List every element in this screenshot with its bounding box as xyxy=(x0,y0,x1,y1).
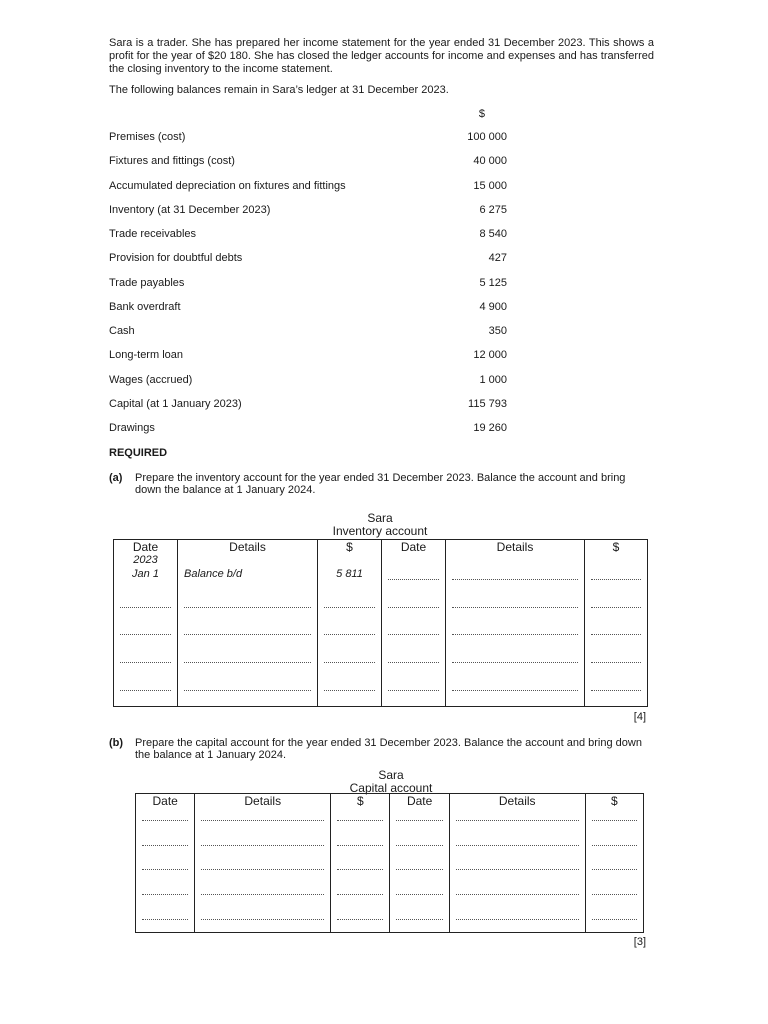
cap-answer-blank[interactable] xyxy=(337,811,383,821)
cap-answer-blank[interactable] xyxy=(201,836,324,846)
question-a-marks: [4] xyxy=(633,711,646,723)
balance-row xyxy=(109,324,507,348)
cap-answer-blank[interactable] xyxy=(592,885,637,895)
balance-label: Provision for doubtful debts xyxy=(109,252,243,265)
cap-answer-blank[interactable] xyxy=(592,836,637,846)
cap-answer-blank[interactable] xyxy=(396,910,442,920)
balance-label: Trade payables xyxy=(109,276,185,289)
inv-answer-blank[interactable] xyxy=(591,625,641,635)
balance-row xyxy=(109,397,507,421)
currency-header: $ xyxy=(478,108,485,120)
cap-answer-blank[interactable] xyxy=(456,885,579,895)
cap-answer-blank[interactable] xyxy=(456,910,579,920)
balance-label: Capital (at 1 January 2023) xyxy=(109,397,242,410)
cap-answer-row xyxy=(136,858,644,883)
inv-answer-blank[interactable] xyxy=(388,653,439,663)
balances-list xyxy=(109,108,507,445)
inv-blank-date[interactable] xyxy=(388,570,439,580)
capital-account-owner: Sara xyxy=(378,768,404,782)
cap-answer-blank[interactable] xyxy=(396,811,442,821)
balance-value: 5 125 xyxy=(479,276,507,289)
inv-answer-blank[interactable] xyxy=(184,653,311,663)
cap-answer-blank[interactable] xyxy=(142,811,188,821)
inv-answer-blank[interactable] xyxy=(591,681,641,691)
inv-answer-blank[interactable] xyxy=(452,625,578,635)
balance-value: 6 275 xyxy=(479,203,507,216)
inv-answer-blank[interactable] xyxy=(591,598,641,608)
inv-answer-blank[interactable] xyxy=(184,681,311,691)
cap-answer-row xyxy=(136,883,644,908)
inv-answer-blank[interactable] xyxy=(452,653,578,663)
question-b-marks: [3] xyxy=(633,936,646,948)
balance-value: 15 000 xyxy=(473,179,507,192)
balance-row xyxy=(109,276,507,300)
cap-header-details-left: Details xyxy=(195,794,331,810)
balance-value: 100 000 xyxy=(467,131,507,143)
balance-label: Inventory (at 31 December 2023) xyxy=(109,203,271,216)
balance-label: Wages (accrued) xyxy=(109,373,193,386)
inventory-account-title xyxy=(280,512,480,538)
inv-year: 2023 xyxy=(114,554,178,567)
cap-answer-blank[interactable] xyxy=(456,860,579,870)
balance-value: 8 540 xyxy=(479,228,507,240)
balance-label: Drawings xyxy=(109,422,155,434)
inv-answer-blank[interactable] xyxy=(120,625,171,635)
cap-answer-blank[interactable] xyxy=(337,860,383,870)
inv-answer-blank[interactable] xyxy=(388,681,439,691)
question-a-text: Prepare the inventory account for the year ended 31 December 2023. Balance the account and bring down the balance at 1 January 2024. xyxy=(135,472,626,496)
cap-answer-row xyxy=(136,908,644,933)
inv-header-details-right: Details xyxy=(446,540,585,555)
balance-value: 12 000 xyxy=(473,349,507,362)
balance-value: 19 260 xyxy=(473,422,507,434)
cap-answer-blank[interactable] xyxy=(201,860,324,870)
inv-header-date-left: Date xyxy=(114,540,178,555)
balance-value: 40 000 xyxy=(473,155,507,168)
inv-answer-blank[interactable] xyxy=(120,598,171,608)
balance-label: Bank overdraft xyxy=(109,300,181,313)
question-b xyxy=(109,737,654,761)
cap-answer-blank[interactable] xyxy=(201,811,324,821)
inv-entry-amount: 5 811 xyxy=(318,568,382,596)
inventory-account-name: Inventory account xyxy=(332,524,428,538)
balance-value: 115 793 xyxy=(468,397,507,410)
required-heading: REQUIRED xyxy=(109,447,168,459)
inv-answer-blank[interactable] xyxy=(452,681,578,691)
cap-answer-blank[interactable] xyxy=(142,860,188,870)
balance-row xyxy=(109,421,507,445)
inv-answer-blank[interactable] xyxy=(184,598,311,608)
inventory-account-table xyxy=(113,539,648,707)
balance-row xyxy=(109,373,507,397)
cap-answer-blank[interactable] xyxy=(142,885,188,895)
cap-header-date-left: Date xyxy=(136,794,195,810)
balance-row xyxy=(109,154,507,178)
question-b-label: (b) xyxy=(109,737,124,749)
capital-account-name: Capital account xyxy=(349,781,433,795)
cap-answer-blank[interactable] xyxy=(592,860,637,870)
cap-answer-row xyxy=(136,809,644,834)
inv-header-details-left: Details xyxy=(178,540,318,555)
balance-row xyxy=(109,348,507,372)
cap-answer-blank[interactable] xyxy=(396,885,442,895)
cap-header-details-right: Details xyxy=(449,794,585,810)
inv-blank-amount[interactable] xyxy=(591,570,641,580)
balance-row xyxy=(109,179,507,203)
inv-header-amount-left: $ xyxy=(318,540,382,555)
inv-answer-row xyxy=(114,679,648,707)
inv-answer-blank[interactable] xyxy=(184,625,311,635)
capital-account-title xyxy=(291,769,491,795)
cap-header-amount-left: $ xyxy=(331,794,390,810)
cap-answer-blank[interactable] xyxy=(201,910,324,920)
inv-answer-blank[interactable] xyxy=(324,653,375,663)
question-b-text: Prepare the capital account for the year ended 31 December 2023. Balance the account and bring down the balance at 1 January 2024. xyxy=(135,737,642,761)
inv-answer-blank[interactable] xyxy=(452,598,578,608)
inv-header-date-right: Date xyxy=(382,540,446,555)
inv-blank-details[interactable] xyxy=(452,570,578,580)
intro-paragraph: Sara is a trader. She has prepared her income statement for the year ended 31 December 2023. This shows a profit for the year of $20 180. She has closed the ledger accounts for income and expenses and has transferred the closing inventory to the income statement. xyxy=(109,37,654,75)
inventory-account-owner: Sara xyxy=(367,511,393,525)
balance-label: Premises (cost) xyxy=(109,131,186,143)
inv-answer-row xyxy=(114,651,648,679)
cap-answer-blank[interactable] xyxy=(142,836,188,846)
inv-entry-details: Balance b/d xyxy=(178,568,318,596)
inv-header-amount-right: $ xyxy=(585,540,648,555)
cap-answer-blank[interactable] xyxy=(337,836,383,846)
balance-row xyxy=(109,203,507,227)
cap-answer-blank[interactable] xyxy=(201,885,324,895)
inv-answer-blank[interactable] xyxy=(120,681,171,691)
cap-answer-blank[interactable] xyxy=(396,860,442,870)
balances-intro: The following balances remain in Sara’s ledger at 31 December 2023. xyxy=(109,84,449,96)
inv-entry-date: Jan 1 xyxy=(114,568,178,596)
cap-answer-blank[interactable] xyxy=(592,910,637,920)
cap-answer-blank[interactable] xyxy=(592,811,637,821)
question-a-label: (a) xyxy=(109,472,123,484)
balance-row xyxy=(109,130,507,154)
inv-answer-blank[interactable] xyxy=(388,625,439,635)
balance-row xyxy=(109,251,507,275)
balance-value: 427 xyxy=(488,252,507,265)
balance-value: 1 000 xyxy=(479,373,507,386)
balance-row xyxy=(109,227,507,251)
balance-value: 350 xyxy=(488,325,507,337)
cap-answer-blank[interactable] xyxy=(337,885,383,895)
inv-answer-blank[interactable] xyxy=(388,598,439,608)
balance-label: Fixtures and fittings (cost) xyxy=(109,155,235,168)
inv-answer-blank[interactable] xyxy=(324,598,375,608)
inv-answer-blank[interactable] xyxy=(591,653,641,663)
cap-answer-blank[interactable] xyxy=(337,910,383,920)
balance-label: Trade receivables xyxy=(109,228,197,240)
inv-answer-row xyxy=(114,623,648,651)
balance-label: Cash xyxy=(109,325,135,337)
cap-answer-blank[interactable] xyxy=(456,836,579,846)
cap-answer-blank[interactable] xyxy=(396,836,442,846)
cap-header-date-right: Date xyxy=(390,794,449,810)
inv-answer-blank[interactable] xyxy=(324,681,375,691)
cap-answer-blank[interactable] xyxy=(456,811,579,821)
balance-label: Long-term loan xyxy=(109,349,183,362)
cap-answer-blank[interactable] xyxy=(142,910,188,920)
balance-label: Accumulated depreciation on fixtures and fittings xyxy=(109,179,346,192)
inv-answer-blank[interactable] xyxy=(120,653,171,663)
balance-row xyxy=(109,300,507,324)
balance-value: 4 900 xyxy=(479,300,507,313)
inv-answer-row xyxy=(114,596,648,624)
question-a xyxy=(109,472,654,496)
cap-answer-row xyxy=(136,834,644,859)
cap-header-amount-right: $ xyxy=(585,794,643,810)
capital-account-table xyxy=(135,793,644,933)
inv-answer-blank[interactable] xyxy=(324,625,375,635)
